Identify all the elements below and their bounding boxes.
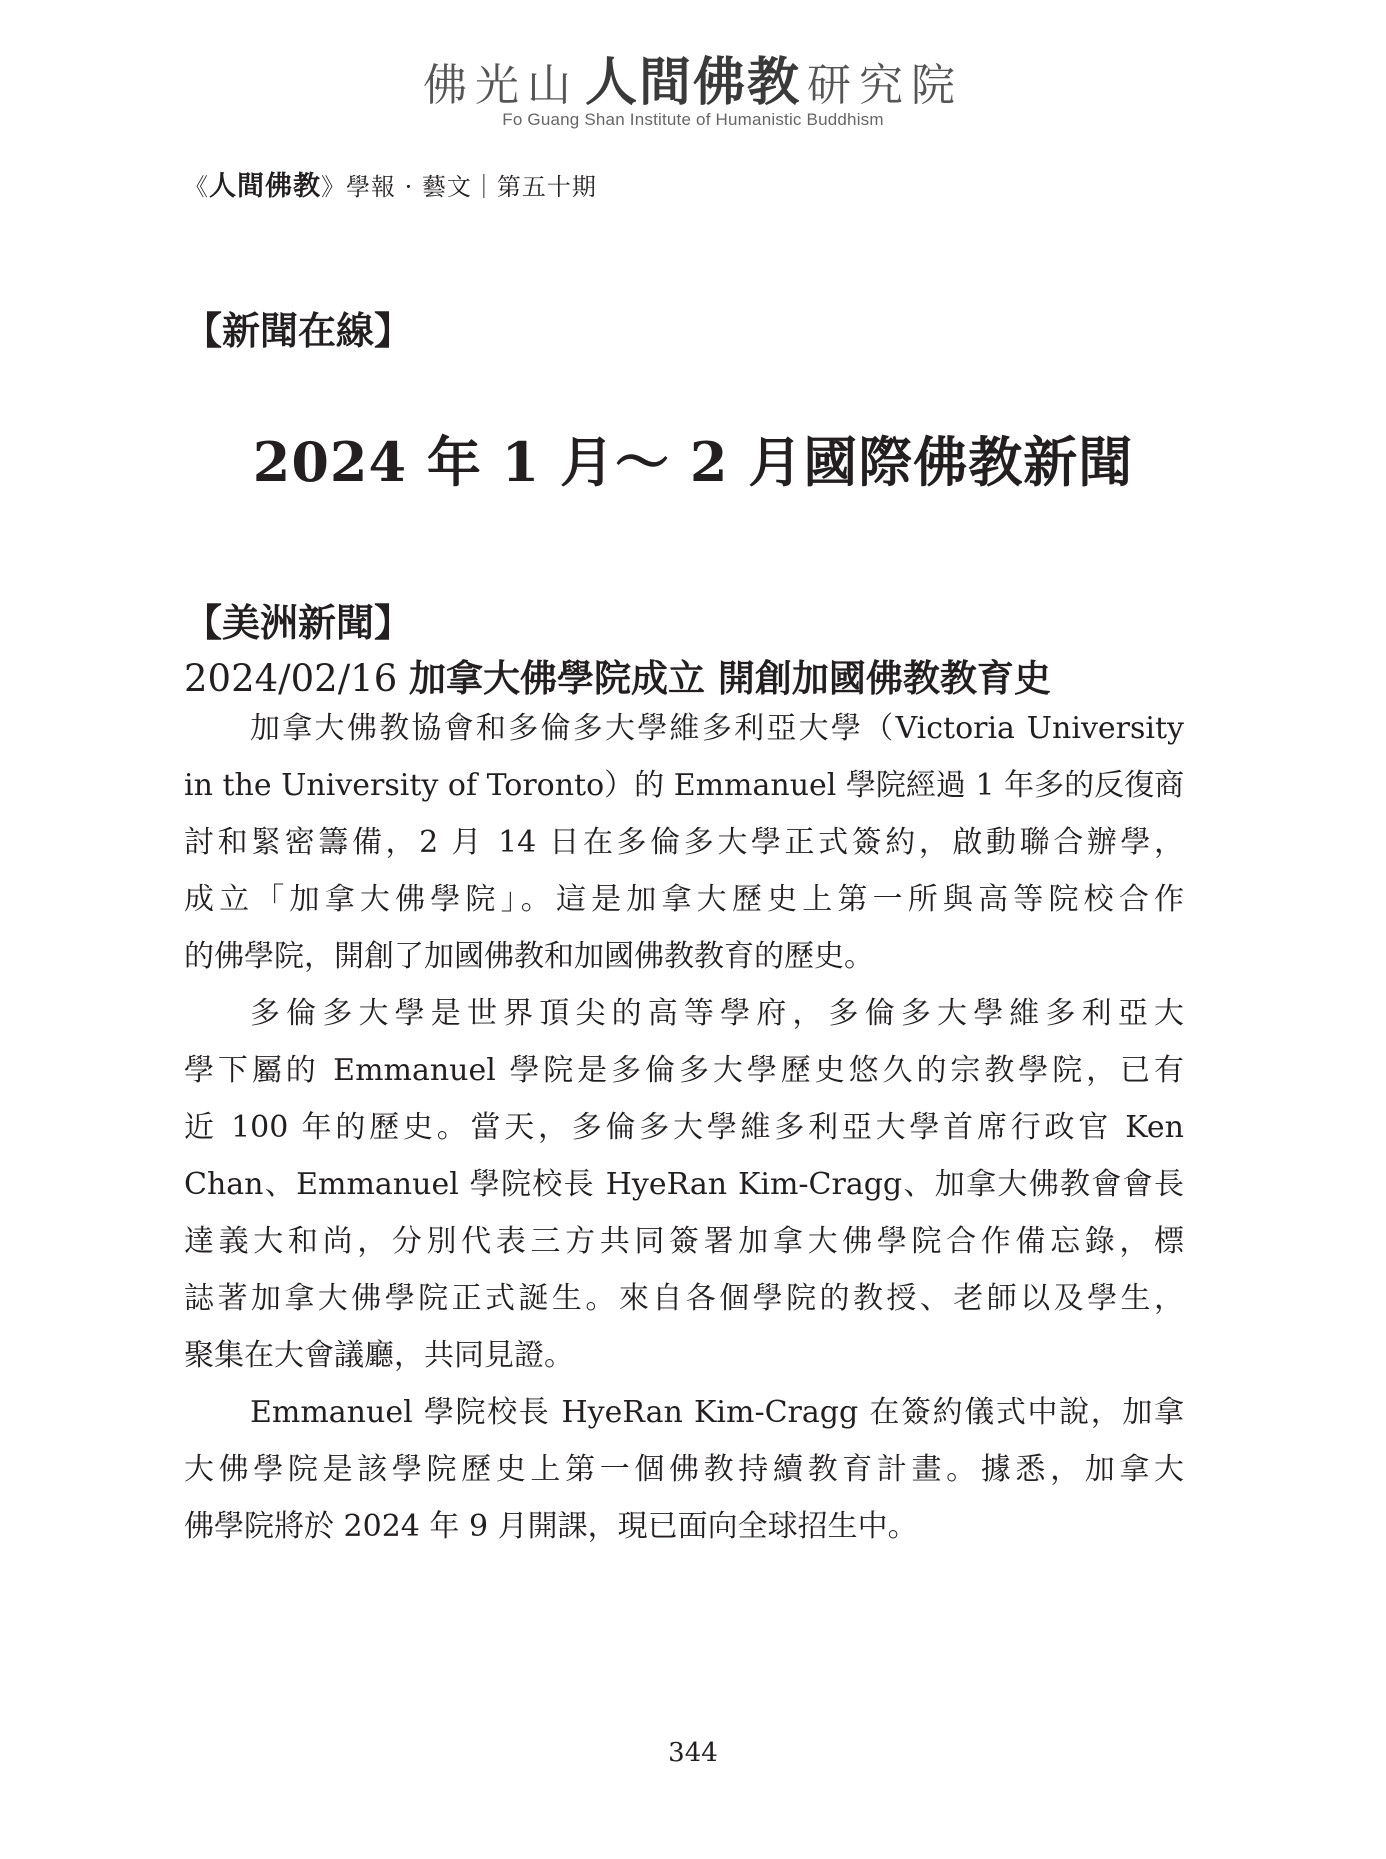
journal-running-header [184,164,597,203]
journal-issue-info: 》學報 · 藝文｜第五十期 [321,173,597,201]
text-line: 討和緊密籌備，2 月 14 日在多倫多大學正式簽約，啟動聯合辦學， [184,825,1184,860]
paragraph-2 [184,985,1184,1384]
page-number: 344 [668,1738,718,1768]
text-line: Chan、Emmanuel 學院校長 HyeRan Kim-Cragg、加拿大佛教會會長 [184,1167,1184,1202]
text-line: 佛學院將於 2024 年 9 月開課，現已面向全球招生中。 [184,1509,918,1544]
institute-english-name: Fo Guang Shan Institute of Humanistic Buddhism [502,110,884,129]
text-line: 近 100 年的歷史。當天，多倫多大學維多利亞大學首席行政官 Ken [184,1110,1184,1145]
text-line: 的佛學院，開創了加國佛教和加國佛教教育的歷史。 [184,939,874,974]
text-line: 多倫多大學是世界頂尖的高等學府，多倫多大學維多利亞大 [250,996,1184,1031]
institute-suffix: 研究院 [807,60,963,111]
text-line: 大佛學院是該學院歷史上第一個佛教持續教育計畫。據悉，加拿大 [184,1452,1184,1487]
text-line: 加拿大佛教協會和多倫多大學維多利亞大學（Victoria University [250,711,1184,746]
section-heading-americas: 【美洲新聞】 [184,600,413,645]
page-title: 2024 年 1 月～ 2 月國際佛教新聞 [252,430,1134,494]
article-body [184,700,1184,1555]
text-line: in the University of Toronto）的 Emmanuel 學院經過 1 年多的反復商 [184,768,1185,803]
institute-name [0,40,1386,115]
text-line: 聚集在大會議廳，共同見證。 [184,1338,574,1373]
journal-open-bracket: 《 [184,173,209,201]
institute-calligraphy-logo: 人間佛教 [584,52,801,113]
text-line: 學下屬的 Emmanuel 學院是多倫多大學歷史悠久的宗教學院，已有 [184,1053,1184,1088]
article-title: 加拿大佛學院成立 開創加國佛教教育史 [409,656,1051,700]
journal-calligraphy-name: 人間佛教 [209,171,321,202]
text-line: 達義大和尚，分別代表三方共同簽署加拿大佛學院合作備忘錄，標 [184,1224,1184,1259]
text-line: 誌著加拿大佛學院正式誕生。來自各個學院的教授、老師以及學生， [184,1281,1184,1316]
paragraph-3 [184,1384,1184,1555]
section-heading-news-online: 【新聞在線】 [184,308,413,353]
article-headline [184,648,1051,702]
institute-prefix: 佛光山 [422,60,579,111]
text-line: Emmanuel 學院校長 HyeRan Kim-Cragg 在簽約儀式中說，加拿 [250,1395,1184,1430]
article-date: 2024/02/16 [184,657,398,700]
text-line: 成立「加拿大佛學院」。這是加拿大歷史上第一所與高等院校合作 [184,882,1184,917]
paragraph-1 [184,700,1184,985]
